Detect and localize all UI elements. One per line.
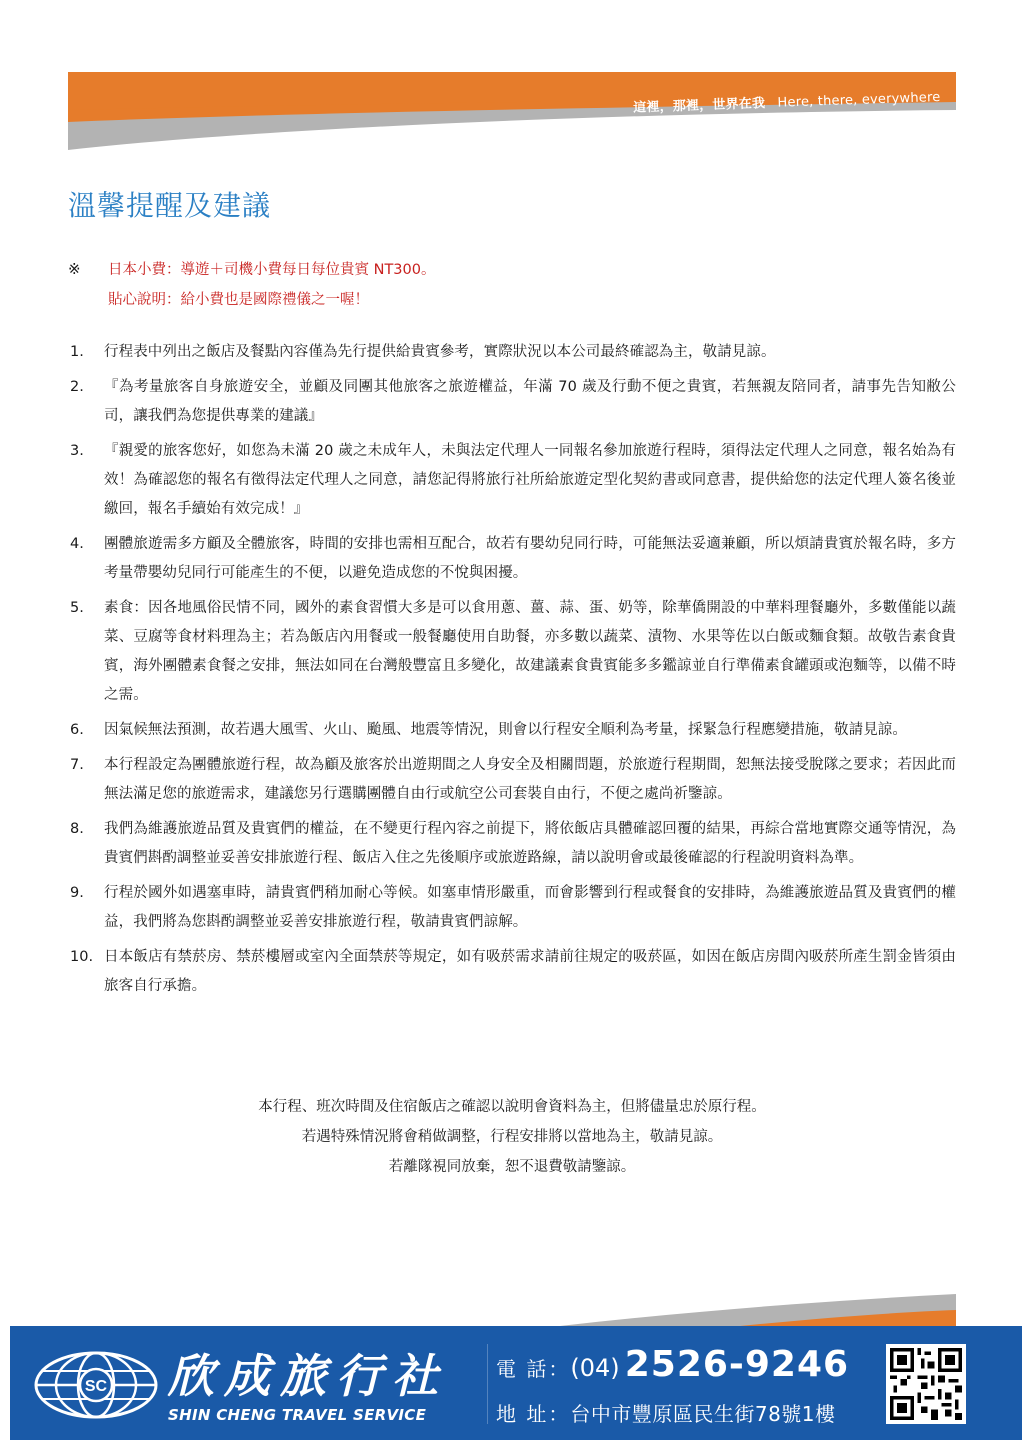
list-item-text: 『為考量旅客自身旅遊安全，並顧及同團其他旅客之旅遊權益，年滿 70 歲及行動不便之貴賓，若無親友陪同者，請事先告知敝公司，讓我們為您提供專業的建議』: [104, 379, 956, 424]
tips-list: [68, 338, 956, 1007]
list-item-number: 10.: [70, 949, 94, 965]
footer-note: 本行程、班次時間及住宿飯店之確認以說明會資料為主，但將儘量忠於原行程。: [258, 1099, 766, 1115]
list-item-number: 9.: [70, 885, 84, 901]
list-item-text: 日本飯店有禁菸房、禁菸樓層或室內全面禁菸等規定，如有吸菸需求請前往規定的吸菸區，如因在飯店房間內吸菸所產生罰金皆須由旅客自行承擔。: [104, 949, 956, 994]
address-value: 台中市豐原區民生街78號1樓: [570, 1402, 836, 1426]
list-item-number: 3.: [70, 443, 84, 459]
list-item: [68, 716, 956, 745]
list-item-text: 我們為維護旅遊品質及貴賓們的權益，在不變更行程內容之前提下，將依飯店具體確認回覆的結果，再綜合當地實際交通等情況，為貴賓們斟酌調整並妥善安排旅遊行程、飯店入住之先後順序或旅遊路線，請以說明會或最後確認的行程說明資料為準。: [104, 821, 956, 866]
list-item-text: 團體旅遊需多方顧及全體旅客，時間的安排也需相互配合，故若有嬰幼兒同行時，可能無法妥適兼顧，所以煩請貴賓於報名時，多方考量帶嬰幼兒同行可能產生的不便，以避免造成您的不悅與困擾。: [104, 536, 956, 581]
logo-letters: SC: [84, 1378, 108, 1395]
notice-row-tip: [68, 258, 948, 288]
list-item: [68, 373, 956, 431]
list-item-number: 4.: [70, 536, 84, 552]
phone-label: 電 話：: [496, 1357, 571, 1381]
list-item: [68, 879, 956, 937]
list-item: [68, 943, 956, 1001]
tagline-zh: 這裡，那裡，世界在我: [632, 96, 766, 116]
company-name-en: SHIN CHENG TRAVEL SERVICE: [168, 1406, 427, 1424]
list-item-text: 行程於國外如遇塞車時，請貴賓們稍加耐心等候。如塞車情形嚴重，而會影響到行程或餐食的安排時，為維護旅遊品質及貴賓們的權益，我們將為您斟酌調整並妥善安排旅遊行程，敬請貴賓們諒解。: [104, 885, 956, 930]
list-item-text: 本行程設定為團體旅遊行程，故為顧及旅客於出遊期間之人身安全及相關問題，於旅遊行程期間，恕無法接受脫隊之要求；若因此而無法滿足您的旅遊需求，建議您另行選購團體自由行或航空公司套裝自由行，不便之處尚祈鑒諒。: [104, 757, 956, 802]
contact-phone: [496, 1344, 849, 1385]
reference-mark: ※: [68, 260, 81, 278]
list-item-text: 素食：因各地風俗民情不同，國外的素食習慣大多是可以食用蔥、薑、蒜、蛋、奶等，除華僑開設的中華料理餐廳外，多數僅能以蔬菜、豆腐等食材料理為主；若為飯店內用餐或一般餐廳使用自助餐，亦多數以蔬菜、漬物、水果等佐以白飯或麵食類。故敬告素食貴賓，海外團體素食餐之安排，無法如同在台灣般豐富且多變化，故建議素食貴賓能多多鑑諒並自行準備素食罐頭或泡麵等，以備不時之需。: [104, 600, 956, 703]
list-item-number: 7.: [70, 757, 84, 773]
list-item-number: 5.: [70, 600, 84, 616]
tipping-explanation: 貼心說明：給小費也是國際禮儀之一喔！: [108, 292, 369, 308]
list-item: [68, 530, 956, 588]
globe-logo-icon: [32, 1350, 160, 1420]
footer-note: 若離隊視同放棄，恕不退費敬請鑒諒。: [388, 1159, 636, 1175]
footer-note: 若遇特殊情況將會稍做調整，行程安排將以當地為主，敬請見諒。: [301, 1129, 723, 1145]
list-item: [68, 594, 956, 710]
list-item-text: 『親愛的旅客您好，如您為未滿 20 歲之未成年人，未與法定代理人一同報名參加旅遊行程時，須得法定代理人之同意，報名始為有效！為確認您的報名有徵得法定代理人之同意，請您記得將旅行社所給旅遊定型化契約書或同意書，提供給您的法定代理人簽名後並繳回，報名手續始有效完成！』: [104, 443, 956, 517]
header-swoosh-graphic: [0, 0, 1024, 160]
list-item-number: 8.: [70, 821, 84, 837]
list-item-text: 行程表中列出之飯店及餐點內容僅為先行提供給貴賓參考，實際狀況以本公司最終確認為主，敬請見諒。: [104, 344, 776, 360]
header-banner: [0, 0, 1024, 160]
footer-notes: [0, 1092, 1024, 1182]
tipping-notice: [68, 258, 948, 318]
list-item: [68, 437, 956, 524]
tagline-en: Here, there, everywhere: [776, 90, 941, 111]
list-item: [68, 815, 956, 873]
list-item: [68, 751, 956, 809]
list-item-number: 1.: [70, 344, 84, 360]
company-footer-bar: [10, 1326, 1022, 1440]
qr-code-icon: [886, 1344, 966, 1424]
phone-area-code: (04): [570, 1354, 620, 1382]
contact-address: [496, 1398, 836, 1427]
list-item-number: 2.: [70, 379, 84, 395]
footer-swoosh-graphic: [0, 1290, 1024, 1330]
notice-row-explanation: [68, 288, 948, 318]
list-item: [68, 338, 956, 367]
phone-number: 2526-9246: [624, 1344, 850, 1385]
list-item-text: 因氣候無法預測，故若遇大風雪、火山、颱風、地震等情況，則會以行程安全順利為考量，採緊急行程應變措施，敬請見諒。: [104, 722, 907, 738]
address-label: 地 址：: [496, 1402, 571, 1426]
company-name-zh: 欣成旅行社: [168, 1349, 448, 1403]
tipping-line: 日本小費：導遊＋司機小費每日每位貴賓 NT300。: [108, 262, 436, 278]
list-item-number: 6.: [70, 722, 84, 738]
page-title: 溫馨提醒及建議: [68, 189, 272, 222]
footer-divider: [487, 1344, 488, 1424]
